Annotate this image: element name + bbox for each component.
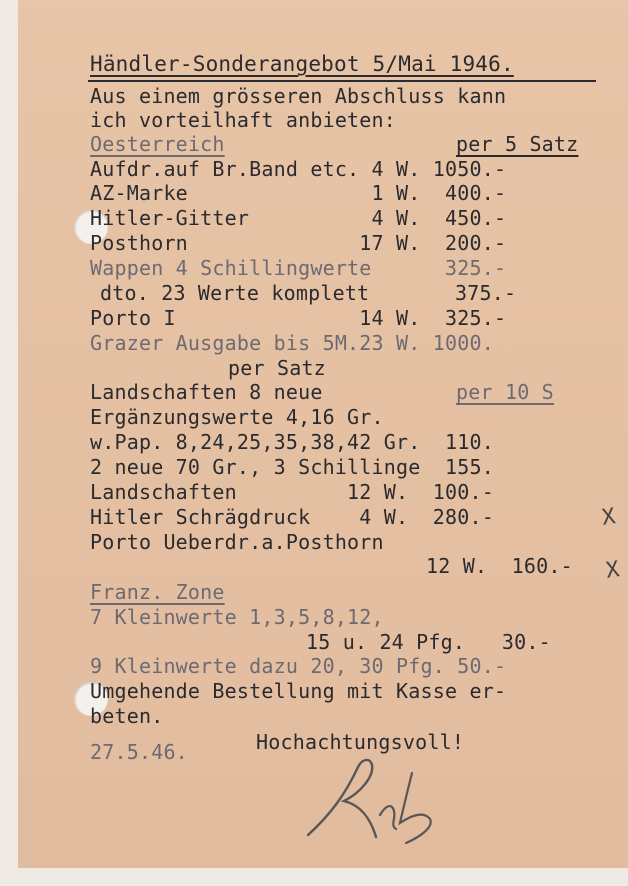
unit-heading-landscapes: per 10 S bbox=[456, 380, 554, 404]
document-date: 27.5.46. bbox=[90, 740, 188, 764]
price-row: Grazer Ausgabe bis 5M.23 W. 1000. bbox=[90, 331, 494, 355]
price-row: w.Pap. 8,24,25,35,38,42 Gr. 110. bbox=[90, 430, 494, 454]
price-row: Porto I 14 W. 325.- bbox=[90, 306, 507, 330]
price-row: AZ-Marke 1 W. 400.- bbox=[90, 181, 507, 205]
intro-line: Aus einem grösseren Abschluss kann bbox=[90, 84, 507, 108]
price-row: Wappen 4 Schillingwerte 325.- bbox=[90, 256, 507, 280]
title-line: Händler-Sonderangebot 5/Mai 1946. bbox=[90, 52, 514, 76]
per-set-note: per Satz bbox=[228, 356, 326, 380]
price-row: Aufdr.auf Br.Band etc. 4 W. 1050.- bbox=[90, 157, 507, 181]
unit-heading-austria: per 5 Satz bbox=[456, 132, 579, 156]
price-row: 7 Kleinwerte 1,3,5,8,12, bbox=[90, 605, 384, 629]
price-row: Hitler-Gitter 4 W. 450.- bbox=[90, 206, 507, 230]
pencil-x-mark: X bbox=[600, 504, 617, 531]
closing-phrase: Hochachtungsvoll! bbox=[256, 730, 465, 754]
handwritten-signature bbox=[300, 745, 450, 850]
section-heading-landscapes: Landschaften 8 neue bbox=[90, 380, 323, 404]
price-row: Porto Ueberdr.a.Posthorn bbox=[90, 530, 384, 554]
intro-line: ich vorteilhaft anbieten: bbox=[90, 108, 397, 132]
price-row: dto. 23 Werte komplett 375.- bbox=[100, 281, 517, 305]
price-row: Landschaften 12 W. 100.- bbox=[90, 480, 494, 504]
order-note: beten. bbox=[90, 704, 164, 728]
section-heading-austria: Oesterreich bbox=[90, 132, 225, 156]
price-row: 15 u. 24 Pfg. 30.- bbox=[306, 630, 551, 654]
price-row: Hitler Schrägdruck 4 W. 280.- bbox=[90, 505, 494, 529]
price-row: 12 W. 160.- bbox=[426, 554, 573, 578]
order-note: Umgehende Bestellung mit Kasse er- bbox=[90, 679, 507, 703]
title-rule bbox=[88, 80, 596, 82]
price-row: Ergänzungswerte 4,16 Gr. bbox=[90, 405, 384, 429]
pencil-x-mark: X bbox=[604, 557, 621, 584]
price-row: Posthorn 17 W. 200.- bbox=[90, 231, 507, 255]
price-row: 2 neue 70 Gr., 3 Schillinge 155. bbox=[90, 455, 494, 479]
section-heading-french-zone: Franz. Zone bbox=[90, 580, 225, 604]
price-row: 9 Kleinwerte dazu 20, 30 Pfg. 50.- bbox=[90, 654, 507, 678]
